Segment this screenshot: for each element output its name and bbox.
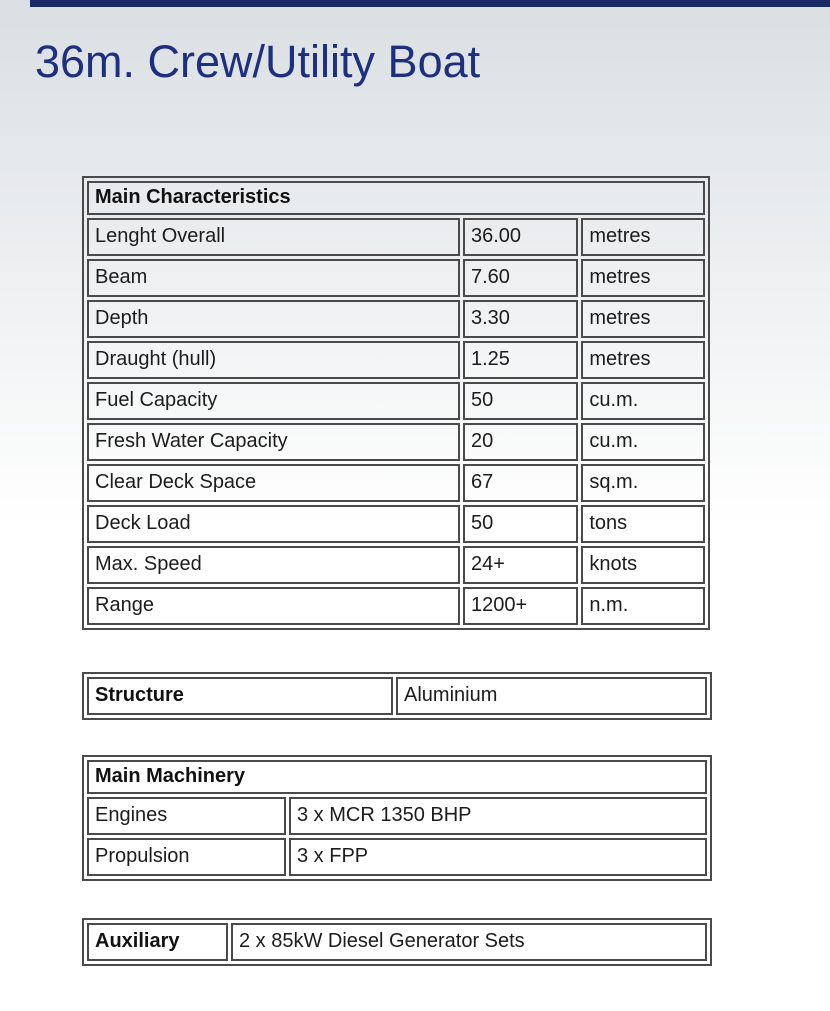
- table-header-row: [87, 760, 707, 794]
- table-row: [87, 382, 705, 420]
- page-title: 36m. Crew/Utility Boat: [35, 36, 481, 87]
- table-row: [87, 838, 707, 876]
- spec-value-cell: 1.25: [463, 341, 578, 379]
- spec-unit-cell: metres: [581, 300, 705, 338]
- spec-value-cell: 50: [463, 382, 578, 420]
- structure-value-cell: Aluminium: [396, 677, 707, 715]
- auxiliary-value-cell: 2 x 85kW Diesel Generator Sets: [231, 923, 707, 961]
- main-characteristics-table: [82, 176, 710, 630]
- top-accent-bar: [30, 0, 830, 7]
- structure-table: [82, 672, 712, 720]
- table-row: [87, 797, 707, 835]
- spec-unit-cell: metres: [581, 259, 705, 297]
- spec-unit-cell: metres: [581, 341, 705, 379]
- spec-unit-cell: sq.m.: [581, 464, 705, 502]
- spec-value-cell: 67: [463, 464, 578, 502]
- spec-value-cell: 1200+: [463, 587, 578, 625]
- table-row: [87, 546, 705, 584]
- spec-value-cell: 36.00: [463, 218, 578, 256]
- table-row: [87, 218, 705, 256]
- machinery-value-cell: 3 x MCR 1350 BHP: [289, 797, 707, 835]
- spec-label-cell: Beam: [87, 259, 460, 297]
- spec-unit-cell: metres: [581, 218, 705, 256]
- spec-value-cell: 7.60: [463, 259, 578, 297]
- structure-label-cell: Structure: [87, 677, 393, 715]
- spec-label-cell: Fuel Capacity: [87, 382, 460, 420]
- auxiliary-table: [82, 918, 712, 966]
- spec-unit-cell: tons: [581, 505, 705, 543]
- spec-value-cell: 24+: [463, 546, 578, 584]
- machinery-value-cell: 3 x FPP: [289, 838, 707, 876]
- auxiliary-label-cell: Auxiliary: [87, 923, 228, 961]
- table-row: [87, 341, 705, 379]
- spec-label-cell: Deck Load: [87, 505, 460, 543]
- spec-value-cell: 3.30: [463, 300, 578, 338]
- spec-label-cell: Lenght Overall: [87, 218, 460, 256]
- table-header-row: [87, 181, 705, 215]
- spec-unit-cell: cu.m.: [581, 423, 705, 461]
- table-row: [87, 505, 705, 543]
- table-row: [87, 464, 705, 502]
- spec-label-cell: Fresh Water Capacity: [87, 423, 460, 461]
- spec-unit-cell: cu.m.: [581, 382, 705, 420]
- table-row: [87, 300, 705, 338]
- machinery-label-cell: Propulsion: [87, 838, 286, 876]
- main-characteristics-header: Main Characteristics: [87, 181, 705, 215]
- machinery-label-cell: Engines: [87, 797, 286, 835]
- main-machinery-header: Main Machinery: [87, 760, 707, 794]
- spec-unit-cell: n.m.: [581, 587, 705, 625]
- spec-label-cell: Depth: [87, 300, 460, 338]
- spec-label-cell: Draught (hull): [87, 341, 460, 379]
- main-machinery-table: [82, 755, 712, 881]
- table-row: [87, 677, 707, 715]
- spec-label-cell: Max. Speed: [87, 546, 460, 584]
- spec-value-cell: 20: [463, 423, 578, 461]
- table-row: [87, 423, 705, 461]
- table-row: [87, 923, 707, 961]
- table-row: [87, 259, 705, 297]
- table-row: [87, 587, 705, 625]
- spec-value-cell: 50: [463, 505, 578, 543]
- spec-unit-cell: knots: [581, 546, 705, 584]
- spec-label-cell: Clear Deck Space: [87, 464, 460, 502]
- spec-label-cell: Range: [87, 587, 460, 625]
